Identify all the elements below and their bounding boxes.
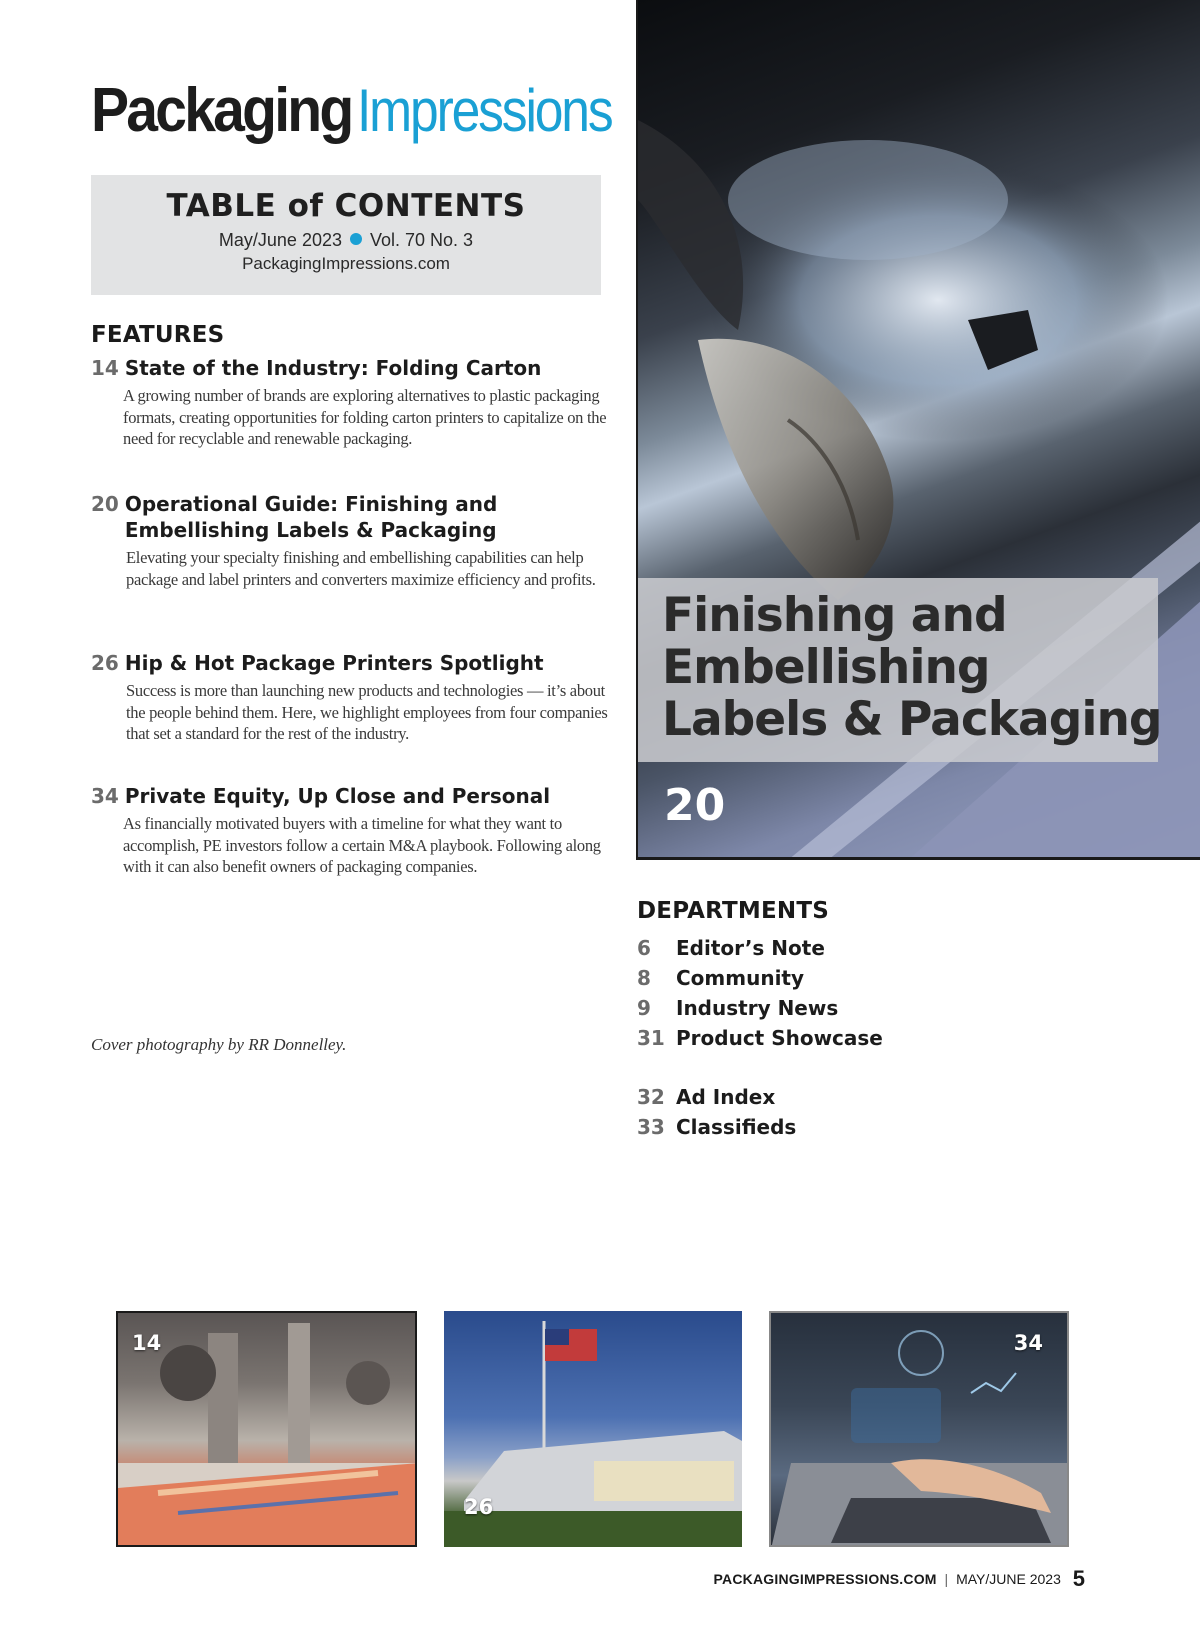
footer-issue: MAY/JUNE 2023 (956, 1571, 1061, 1587)
feature-title-row (91, 650, 611, 676)
department-title: Editor’s Note (676, 936, 825, 960)
departments-heading: DEPARTMENTS (637, 898, 830, 924)
cover-headline-line: Labels & Packaging (662, 692, 1162, 747)
feature-page-number: 20 (91, 492, 119, 516)
department-page-number: 31 (637, 1026, 665, 1050)
toc-header-box (91, 175, 601, 295)
department-page-number: 6 (637, 936, 651, 960)
cover-headline-line: Finishing and (662, 588, 1007, 643)
feature-description: As financially motivated buyers with a timeline for what they want to accomplish, PE investors follow a certain M&A playbook. Following along with it can also benefit owners of packaging companies. (123, 814, 601, 876)
department-spacer (637, 1053, 883, 1082)
feature-item[interactable] (91, 491, 611, 590)
toc-title: TABLE of CONTENTS (166, 188, 526, 224)
cover-photo-credit: Cover photography by RR Donnelley. (91, 1035, 347, 1054)
footer-separator: | (944, 1571, 949, 1587)
toc-issue-date: May/June 2023 (218, 230, 342, 250)
department-title: Product Showcase (676, 1026, 883, 1050)
press-machine-graphic (118, 1313, 417, 1547)
department-title: Industry News (676, 996, 839, 1020)
masthead-light: Impressions (356, 77, 612, 144)
department-item[interactable] (637, 963, 883, 993)
masthead-logo (91, 76, 653, 145)
masthead-bold: Packaging (91, 76, 352, 145)
thumbnail-page-number: 26 (464, 1495, 494, 1519)
department-page-number: 9 (637, 996, 651, 1020)
feature-title-row (91, 783, 611, 809)
feature-page-number: 26 (91, 651, 119, 675)
department-title: Ad Index (676, 1085, 776, 1109)
department-page-number: 32 (637, 1085, 665, 1109)
feature-title: State of the Industry: Folding Carton (124, 356, 542, 380)
footer-page-number: 5 (1072, 1566, 1085, 1591)
feature-title-row (91, 355, 611, 381)
thumbnail-page-number: 14 (132, 1331, 162, 1355)
footer-website: PACKAGINGIMPRESSIONS.COM (713, 1571, 937, 1587)
department-item[interactable] (637, 933, 883, 963)
department-item[interactable] (637, 993, 883, 1023)
feature-page-number: 14 (91, 356, 119, 380)
department-page-number: 33 (637, 1115, 665, 1139)
toc-issue-line (91, 230, 601, 251)
feature-title: Operational Guide: Finishing and Embellishing Labels & Packaging (124, 492, 498, 542)
feature-item[interactable] (91, 355, 611, 450)
department-item[interactable] (637, 1082, 883, 1112)
cover-page-number: 20 (664, 780, 726, 831)
bullet-dot-icon (350, 233, 362, 245)
thumbnail-private-equity[interactable] (769, 1311, 1069, 1547)
toc-website: PackagingImpressions.com (242, 254, 450, 273)
feature-description: A growing number of brands are exploring alternatives to plastic packaging formats, creating opportunities for folding carton printers to capitalize on the need for recyclable and renewable packaging. (123, 386, 607, 448)
thumbnail-printer-spotlight[interactable] (444, 1311, 742, 1547)
feature-description: Elevating your specialty finishing and embellishing capabilities can help package and label printers and converters maximize efficiency and profits. (126, 548, 596, 589)
cover-image[interactable] (636, 0, 1200, 860)
cover-headline (662, 590, 1162, 746)
department-title: Classifieds (676, 1115, 797, 1139)
toc-volume: Vol. 70 No. 3 (370, 230, 474, 250)
feature-description: Success is more than launching new products and technologies — it’s about the people behind them. Here, we highlight employees from four companies that set a standard for the rest of the industry. (126, 681, 608, 743)
feature-title-row (91, 491, 611, 543)
feature-title: Hip & Hot Package Printers Spotlight (124, 651, 544, 675)
department-item[interactable] (637, 1112, 883, 1142)
department-page-number: 8 (637, 966, 651, 990)
department-item[interactable] (637, 1023, 883, 1053)
departments-list (637, 933, 883, 1142)
feature-title: Private Equity, Up Close and Personal (124, 784, 551, 808)
features-heading: FEATURES (91, 322, 225, 348)
thumbnail-page-number: 34 (1013, 1331, 1043, 1355)
feature-item[interactable] (91, 783, 611, 878)
feature-item[interactable] (91, 650, 611, 745)
feature-page-number: 34 (91, 784, 119, 808)
cover-headline-line: Embellishing (662, 640, 990, 695)
thumbnail-folding-carton[interactable] (116, 1311, 417, 1547)
department-title: Community (676, 966, 805, 990)
page-footer (714, 1566, 1085, 1592)
